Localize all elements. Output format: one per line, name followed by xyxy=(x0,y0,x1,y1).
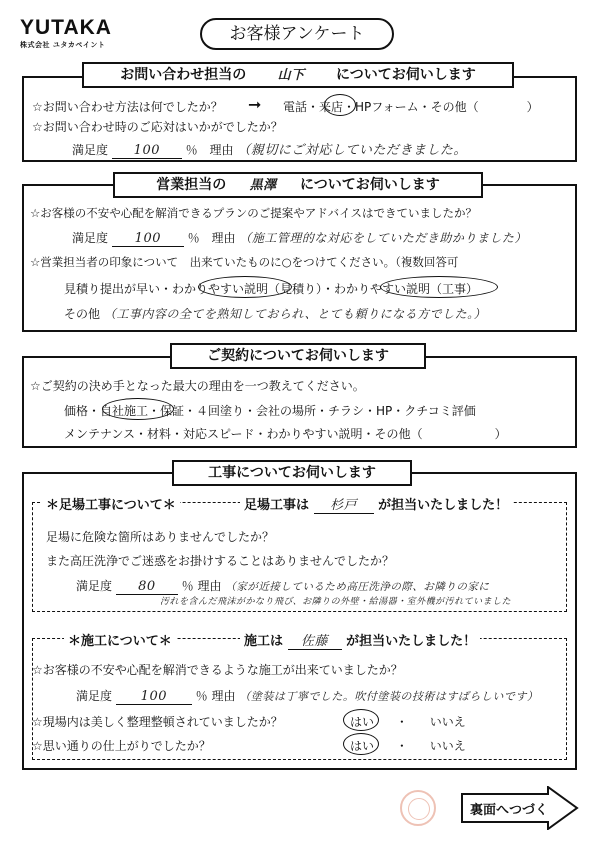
inquiry-staff-name: 山下 xyxy=(251,65,331,88)
question-scaffold-safety: 足場に危険な箇所はありませんでしたか？ xyxy=(46,530,275,544)
finish-answer: はい ・ いいえ xyxy=(350,739,466,753)
question-inquiry-response: ☆お問い合わせ時のご応対はいかがでしたか？ xyxy=(32,120,283,134)
continue-text: 裏面へつづく xyxy=(470,803,549,818)
question-construction-quality: ☆お客様の不安や心配を解消できるような施工が出来ていましたか？ xyxy=(32,663,403,677)
answer-no: いいえ xyxy=(429,715,466,729)
tidiness-answer: はい ・ いいえ xyxy=(350,715,466,729)
scaffold-staff-name: 杉戸 xyxy=(314,494,374,514)
arrow-right-icon: ➞ xyxy=(248,95,262,114)
continue-arrow xyxy=(460,786,580,830)
scaffold-header: ＊足場工事について＊ xyxy=(42,494,180,513)
question-sales-impression: ☆営業担当者の印象について 出来ていたものに○をつけてください。（複数回答可 xyxy=(30,255,459,269)
scaffold-satisfaction-value: 80 xyxy=(116,579,178,595)
sales-satisfaction-value: 100 xyxy=(112,231,184,247)
satisfaction-label: 満足度 xyxy=(72,143,109,157)
construction-satisfaction-value: 100 xyxy=(116,689,192,705)
sales-reason-text: （施工管理的な対応をしていただき助かりました） xyxy=(239,231,527,245)
answer-yes: はい xyxy=(350,715,375,729)
section-contract-header: ご契約についてお伺いします xyxy=(170,343,426,369)
question-sales-proposal: ☆お客様の不安や心配を解消できるプランのご提案やアドバイスはできていましたか？ xyxy=(30,206,477,220)
sales-other-comment: （工事内容の全てを熟知しておられ、とても頼りになる方でした。） xyxy=(103,307,487,321)
reason-label: 理由 xyxy=(209,143,234,157)
scaffold-reason-line-1: （家が近接しているため高圧洗浄の際、お隣りの家に xyxy=(225,581,490,593)
scaffold-reason-line-2: 汚れを含んだ飛沫がかなり飛び、お隣りの外壁・給湯器・室外機が汚れていました xyxy=(160,597,512,607)
question-pressure-washing: また高圧洗浄でご迷惑をお掛けすることはありませんでしたか？ xyxy=(46,554,395,568)
construction-staff-name: 佐藤 xyxy=(288,630,342,650)
answer-yes: はい xyxy=(350,739,375,753)
sales-impression-options: 見積り提出が早い・わかりやすい説明（見積り）・わかりやすい説明（工事） xyxy=(64,282,479,296)
company-logo: YUTAKA xyxy=(20,16,112,39)
company-name: 株式会社 ユタカペイント xyxy=(20,41,106,49)
section-inquiry-header: お問い合わせ担当の 山下 についてお伺いします xyxy=(82,62,514,88)
construction-header: ＊施工について＊ xyxy=(64,630,176,649)
section-construction-header: 工事についてお伺いします xyxy=(172,460,412,486)
satisfaction-value: 100 xyxy=(112,143,182,159)
seal-stamp xyxy=(400,790,436,826)
answer-no: いいえ xyxy=(429,739,466,753)
sales-staff-name: 黒澤 xyxy=(231,175,295,198)
reason-text: （親切にご対応していただきました。 xyxy=(237,143,467,158)
question-contract-reason: ☆ご契約の決め手となった最大の理由を一つ教えてください。 xyxy=(30,379,365,393)
construction-reason-text: （塗装は丁寧でした。吹付塗装の技術はすばらしいです） xyxy=(239,690,539,703)
inquiry-method-options: 電話・来店・HPフォーム・その他（ ） xyxy=(283,100,539,114)
construction-staff-line: 施工は 佐藤 が担当いたしました！ xyxy=(240,630,480,650)
contract-reason-options-1: 価格・自社施工・保証・４回塗り・会社の場所・チラシ・HP・クチコミ評価 xyxy=(64,404,476,418)
question-site-tidiness: ☆現場内は美しく整理整頓されていましたか？ xyxy=(32,715,283,729)
question-finish-result: ☆思い通りの仕上がりでしたか？ xyxy=(32,739,211,753)
scaffold-staff-line: 足場工事は 杉戸 が担当いたしました！ xyxy=(240,494,512,514)
contract-reason-options-2: メンテナンス・材料・対応スピード・わかりやすい説明・その他（ ） xyxy=(64,427,507,441)
page-title: お客様アンケート xyxy=(200,18,394,50)
question-inquiry-method: ☆お問い合わせ方法は何でしたか？ xyxy=(32,100,223,114)
section-sales-header: 営業担当の 黒澤 についてお伺いします xyxy=(113,172,483,198)
